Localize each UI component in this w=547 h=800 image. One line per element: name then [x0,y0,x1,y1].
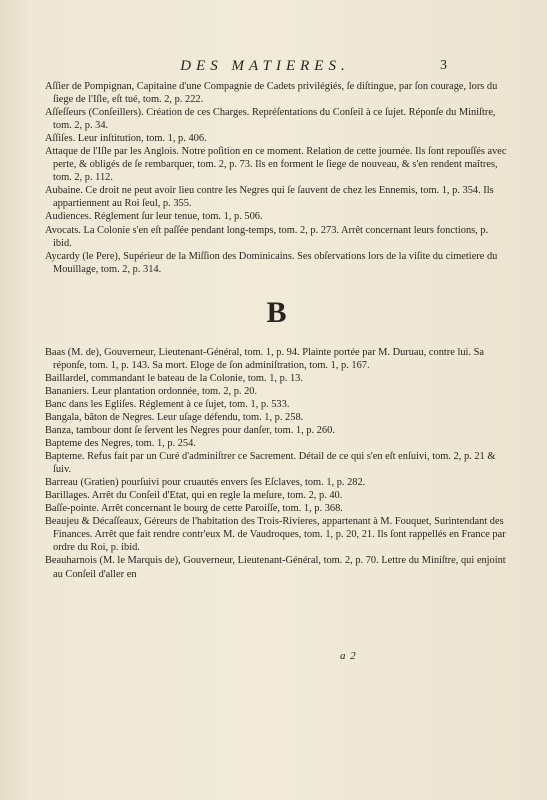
index-entry-baas: Baas (M. de), Gouverneur, Lieutenant-Général, tom. 1, p. 94. Plainte portée par M. Duruau, contre lui. Sa réponſe, tom. 1, p. 143. Sa mort. Eloge de ſon adminiſtration, tom. 1, p. 167. [45,346,485,371]
index-entry-assier: Aſſier de Pompignan, Capitaine d'une Compagnie de Cadets privilégiés, ſe diſtingue, par ſon courage, lors du ſiege de l'Iſle, eſt tué, tom. 2, p. 222. [45,81,498,106]
index-entry-barreau: Barreau (Gratien) pourſuivi pour cruautés envers ſes Eſclaves, tom. 1, p. 282. [45,477,366,489]
index-entry-barillages: Barillages. Arrêt du Conſeil d'Etat, qui en regle la meſure, tom. 2, p. 40. [45,490,343,502]
index-entry-bapteme-negres: Bapteme des Negres, tom. 1, p. 254. [45,438,196,450]
page-number: 3 [440,58,447,73]
index-entry-bangala: Bangala, bâton de Negres. Leur uſage défendu, tom. 1, p. 258. [45,411,304,423]
index-entry-assesseurs: Aſſeſſeurs (Conſeillers). Création de ces Charges. Repréſentations du Conſeil à ce ſujet. Réponſe du Miniſtre, tom. 2, p. 34. [45,107,496,132]
section-letter-heading: B [266,295,287,329]
index-entry-bananiers: Bananiers. Leur plantation ordonnée, tom. 2, p. 20. [45,385,258,397]
index-entry-banc: Banc dans les Egliſes. Réglement à ce ſujet, tom. 1, p. 533. [45,398,290,410]
index-entry-assises: Aſſiſes. Leur inſtitution, tom. 1, p. 406. [45,133,207,145]
index-entry-avocats: Avocats. La Colonie s'en eſt paſſée pendant long-temps, tom. 2, p. 273. Arrêt concernant leurs fonctions, p. ibid. [45,224,489,249]
index-entry-bapteme-refus: Bapteme. Refus fait par un Curé d'adminiſtrer ce Sacrement. Détail de ce qui s'en eſt enſuivi, tom. 2, p. 21 & ſuiv. [45,451,496,476]
index-entry-aubaine: Aubaine. Ce droit ne peut avoir lieu contre les Negres qui ſe ſauvent de chez les Ennemis, tom. 1, p. 354. Ils appartiennent au Roi ſeul, p. 355. [45,185,494,210]
running-header: DES MATIERES. [180,58,350,74]
index-entry-audiences: Audiences. Réglement ſur leur tenue, tom. 1, p. 506. [45,211,263,223]
index-entry-banza: Banza, tambour dont ſe ſervent les Negres pour danſer, tom. 1, p. 260. [45,424,335,436]
index-entry-attaque: Attaque de l'Iſle par les Anglois. Notre poſition en ce moment. Relation de cette journée. Ils ſont repouſſés avec perte, & obligés de ſe rembarquer, tom. 2, p. 73. Ils en forment le ſiege de nouveau, & s'en rendent maîtres, tom. 2, p. 112. [45,146,507,184]
index-entry-aycardy: Aycardy (le Pere), Supérieur de la Miſſion des Dominicains. Ses obſervations lors de la viſite du cimetiere du Mouillage, tom. 2, p. 314. [45,250,498,275]
printer-signature-mark: a 2 [340,650,357,662]
index-entry-beauharnois: Beauharnois (M. le Marquis de), Gouverneur, Lieutenant-Général, tom. 2, p. 70. Lettre du Miniſtre, qui enjoint au Conſeil d'aller en [45,555,506,580]
index-entry-beaujeu: Beaujeu & Décaſſeaux, Géreurs de l'habitation des Trois-Rivieres, appartenant à M. Fouquet, Surintendant des Finances. Arrêt que fait rendre contr'eux M. de Vaudroques, tom. 1, p. 20, 21. Ils ſont rappellés en France par ordre du Roi, p. ibid. [45,516,506,554]
index-entry-basse-pointe: Baſſe-pointe. Arrêt concernant le bourg de cette Paroiſſe, tom. 1, p. 368. [45,503,343,515]
index-column [45,80,508,581]
index-entry-baillardel: Baillardel, commandant le bateau de la Colonie, tom. 1, p. 13. [45,372,303,384]
